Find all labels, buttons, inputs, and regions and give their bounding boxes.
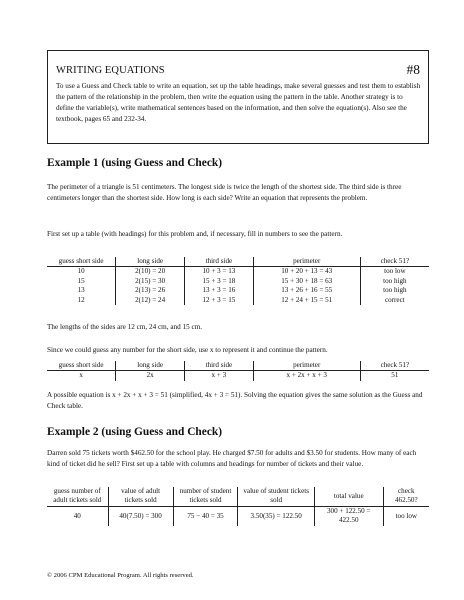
column-header: guess number of adult tickets sold (47, 487, 108, 506)
column-header: check 51? (360, 361, 429, 371)
example1-result: The lengths of the sides are 12 cm, 24 cm, and 15 cm. (47, 323, 203, 331)
table-cell: 15 + 3 = 18 (185, 277, 254, 286)
column-header: perimeter (253, 361, 360, 371)
table-cell: 2(10) = 20 (116, 267, 185, 277)
table-cell: too low (360, 267, 429, 277)
table-cell: 2(13) = 26 (116, 286, 185, 295)
table-cell: 2(15) = 30 (116, 277, 185, 286)
table-cell: 75 − 40 = 35 (173, 506, 238, 525)
table-cell: 51 (360, 371, 429, 381)
column-header: total value (314, 487, 383, 506)
example1-variable-text: Since we could guess any number for the short side, use x to represent it and continue the pattern. (47, 346, 328, 354)
table-row (47, 286, 429, 295)
table-cell: 13 (77, 286, 85, 295)
column-header: value of student tickets sold (238, 487, 314, 506)
column-header: number of student tickets sold (173, 487, 238, 506)
table-cell: x (79, 371, 83, 380)
worksheet-title: WRITING EQUATIONS (56, 65, 165, 76)
table-cell: x + 2x + x + 3 (253, 371, 360, 381)
guess-check-table-2 (47, 487, 429, 526)
column-header: check 51? (360, 257, 429, 267)
example1-heading: Example 1 (using Guess and Check) (47, 157, 223, 169)
example1-problem: The perimeter of a triangle is 51 centimeters. The longest side is twice the length of the shortest side. The third side is three centimeters longer than the shortest side. How long is each side? Write an equation that represents the problem. (47, 183, 402, 202)
table-cell: 2x (116, 371, 185, 381)
column-header: long side (116, 257, 185, 267)
column-header: guess short side (47, 257, 116, 267)
table-cell: 10 + 3 = 13 (185, 267, 254, 277)
intro-box (47, 50, 429, 144)
guess-check-table-1 (47, 257, 429, 305)
table-header-row (47, 361, 429, 371)
worksheet-number: #8 (406, 62, 420, 77)
table-cell: 10 + 20 + 13 = 43 (253, 267, 360, 277)
table-header-row (47, 487, 429, 506)
table-cell: 12 (77, 295, 85, 304)
table-cell: 2(12) = 24 (116, 296, 185, 305)
table-row (47, 267, 429, 277)
table-cell: 3.50(35) = 122.50 (238, 506, 314, 525)
table-cell: 300 + 122.50 = 422.50 (314, 506, 383, 525)
column-header: long side (116, 361, 185, 371)
copyright-footer: © 2006 CPM Educational Program. All rights reserved. (47, 572, 194, 579)
table-cell: 12 + 24 + 15 = 51 (253, 296, 360, 305)
table-cell: 13 + 3 = 16 (185, 286, 254, 295)
table-row (47, 277, 429, 286)
table-cell: 40(7.50) = 300 (108, 506, 173, 525)
column-header: guess short side (47, 361, 116, 371)
table-cell: 12 + 3 = 15 (185, 296, 254, 305)
table-row (47, 296, 429, 305)
table-cell: too low (383, 506, 429, 525)
variable-table (47, 361, 429, 381)
table-cell: x + 3 (185, 371, 254, 381)
example1-equation-text: A possible equation is x + 2x + x + 3 = 51 (simplified, 4x + 3 = 51). Solving the equation gives the same solution as the Guess and Check table. (47, 391, 423, 410)
column-header: third side (185, 361, 254, 371)
column-header: perimeter (253, 257, 360, 267)
table-cell: 10 (77, 267, 85, 276)
table-cell: 40 (73, 511, 81, 520)
table-row (47, 371, 429, 381)
example2-heading: Example 2 (using Guess and Check) (47, 426, 223, 438)
table-cell: 15 (77, 276, 85, 285)
table-cell: correct (360, 296, 429, 305)
table-header-row (47, 257, 429, 267)
table-cell: too high (360, 277, 429, 286)
intro-text: To use a Guess and Check table to write an equation, set up the table headings, make several guesses and test them to establish the pattern of the relationship in the problem, then write the equation using the pattern in the table. Another strategy is to define the variable(s), write mathematical sentences based on the information, and then solve the equation(s). Also see the textbook, pages 65 and 232-34. (56, 82, 421, 123)
table-cell: 13 + 26 + 16 = 55 (253, 286, 360, 295)
table-cell: too high (360, 286, 429, 295)
column-header: check 462.50? (383, 487, 429, 506)
column-header: third side (185, 257, 254, 267)
example2-problem: Darren sold 75 tickets worth $462.50 for the school play. He charged $7.50 for adults and $3.50 for students. How many of each kind of ticket did he sell? First set up a table with columns and headings for number of tickets and their value. (47, 449, 417, 468)
column-header: value of adult tickets sold (108, 487, 173, 506)
example1-instruction: First set up a table (with headings) for this problem and, if necessary, fill in numbers to see the pattern. (47, 230, 343, 238)
table-cell: 15 + 30 + 18 = 63 (253, 277, 360, 286)
table-row (47, 506, 429, 525)
